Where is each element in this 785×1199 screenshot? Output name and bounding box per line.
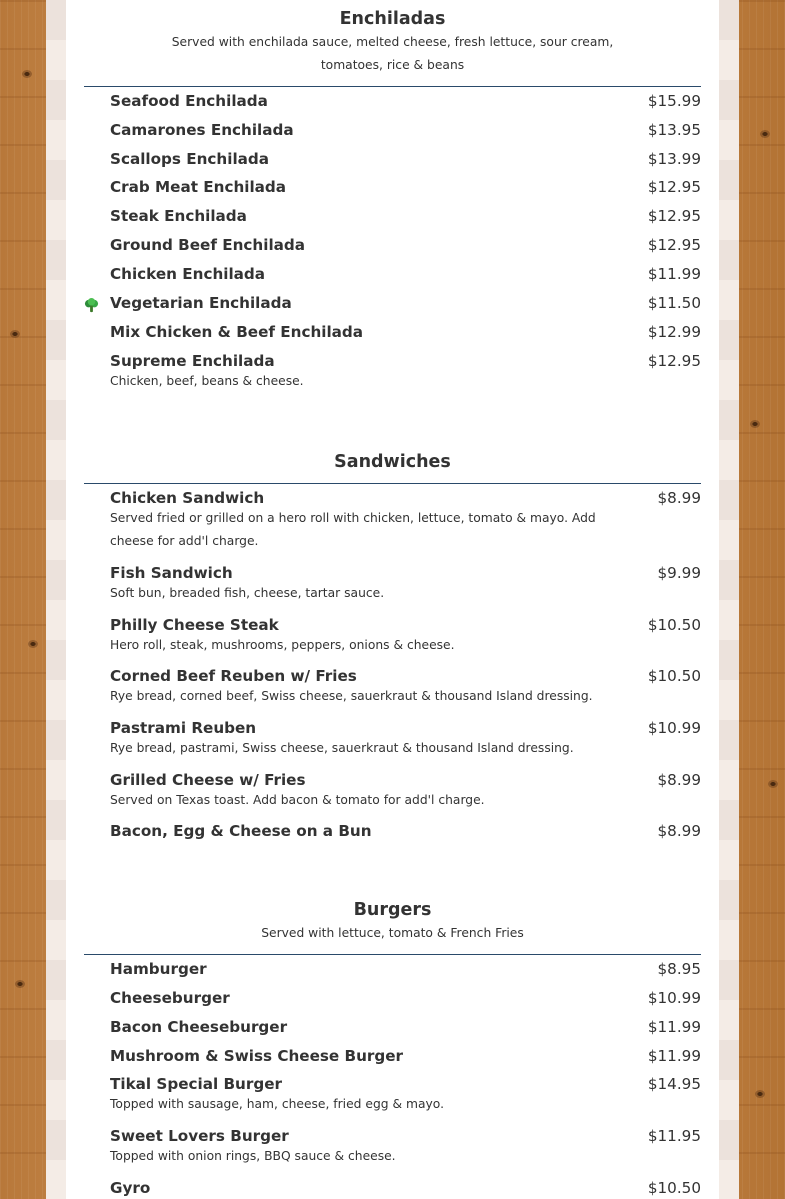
item-name: Mushroom & Swiss Cheese Burger	[110, 1047, 404, 1065]
item-price: $8.99	[657, 822, 701, 840]
item-description: Topped with sausage, ham, cheese, fried egg & mayo.	[110, 1097, 444, 1111]
section-sandwiches	[84, 452, 701, 472]
item-price: $12.95	[647, 178, 701, 196]
menu-item	[84, 564, 701, 616]
section-description: Served with lettuce, tomato & French Fries	[261, 926, 524, 940]
menu-item	[84, 489, 701, 564]
item-price: $13.95	[647, 121, 701, 139]
item-price: $13.99	[647, 150, 701, 168]
item-price: $8.99	[657, 771, 701, 789]
menu-item	[84, 265, 701, 294]
item-name: Bacon, Egg & Cheese on a Bun	[110, 822, 372, 840]
item-price: $12.95	[647, 207, 701, 225]
item-price: $10.99	[647, 989, 701, 1007]
item-price: $11.95	[647, 1127, 701, 1145]
menu-item	[84, 150, 701, 178]
menu-item	[84, 92, 701, 121]
item-name: Chicken Enchilada	[110, 265, 266, 283]
menu-item	[84, 236, 701, 265]
section-title: Sandwiches	[334, 452, 451, 472]
item-price: $10.99	[647, 719, 701, 737]
menu-item	[84, 822, 701, 840]
item-price: $11.99	[647, 265, 701, 283]
item-price: $11.99	[647, 1018, 701, 1036]
item-description: Soft bun, breaded fish, cheese, tartar sauce.	[110, 586, 385, 600]
menu-item	[84, 719, 701, 771]
menu-item	[84, 352, 701, 393]
item-name: Chicken Sandwich	[110, 489, 265, 507]
item-name: Corned Beef Reuben w/ Fries	[110, 667, 357, 685]
item-name: Camarones Enchilada	[110, 121, 294, 139]
menu-item	[84, 1179, 701, 1197]
item-description: Hero roll, steak, mushrooms, peppers, onions & cheese.	[110, 638, 455, 652]
menu-item	[84, 771, 701, 822]
menu-item	[84, 667, 701, 719]
menu-item	[84, 1047, 701, 1075]
item-price: $8.95	[657, 960, 701, 978]
section-title: Burgers	[353, 900, 432, 920]
item-price: $10.50	[647, 667, 701, 685]
item-name: Grilled Cheese w/ Fries	[110, 771, 306, 789]
item-name: Supreme Enchilada	[110, 352, 275, 370]
item-price: $12.99	[647, 323, 701, 341]
item-price: $14.95	[647, 1075, 701, 1093]
section-description: Served with enchilada sauce, melted cheese, fresh lettuce, sour cream, tomatoes, rice & beans	[171, 35, 614, 72]
menu-item	[84, 323, 701, 352]
item-price: $12.95	[647, 236, 701, 254]
item-price: $12.95	[647, 352, 701, 370]
menu-item	[84, 121, 701, 150]
item-description: Rye bread, pastrami, Swiss cheese, sauerkraut & thousand Island dressing.	[110, 741, 574, 755]
item-price: $11.99	[647, 1047, 701, 1065]
item-name: Crab Meat Enchilada	[110, 178, 287, 196]
broccoli-icon	[84, 298, 99, 313]
item-name: Gyro	[110, 1179, 151, 1197]
section-burgers	[84, 900, 701, 945]
menu-item	[84, 989, 701, 1018]
item-name: Cheeseburger	[110, 989, 230, 1007]
item-name: Hamburger	[110, 960, 207, 978]
menu-item	[84, 1018, 701, 1047]
item-price: $10.50	[647, 616, 701, 634]
menu-panel	[66, 0, 719, 1199]
menu-item	[84, 1127, 701, 1179]
menu-item	[84, 1075, 701, 1127]
item-name: Bacon Cheeseburger	[110, 1018, 288, 1036]
item-description: Rye bread, corned beef, Swiss cheese, sauerkraut & thousand Island dressing.	[110, 689, 593, 703]
menu-item	[84, 207, 701, 236]
item-name: Mix Chicken & Beef Enchilada	[110, 323, 364, 341]
menu-item	[84, 178, 701, 207]
divider	[84, 86, 701, 87]
item-name: Ground Beef Enchilada	[110, 236, 306, 254]
section-enchiladas	[84, 9, 701, 77]
menu-item	[84, 294, 701, 323]
item-price: $11.50	[647, 294, 701, 312]
item-name: Steak Enchilada	[110, 207, 247, 225]
item-description: Chicken, beef, beans & cheese.	[110, 374, 304, 388]
item-name: Philly Cheese Steak	[110, 616, 279, 634]
item-price: $10.50	[647, 1179, 701, 1197]
item-price: $8.99	[657, 489, 701, 507]
section-title: Enchiladas	[339, 9, 446, 29]
item-description: Served on Texas toast. Add bacon & tomato for add'l charge.	[110, 793, 485, 807]
divider	[84, 483, 701, 484]
divider	[84, 954, 701, 955]
item-price: $9.99	[657, 564, 701, 582]
item-name: Sweet Lovers Burger	[110, 1127, 289, 1145]
item-name: Pastrami Reuben	[110, 719, 257, 737]
item-description: Served fried or grilled on a hero roll with chicken, lettuce, tomato & mayo. Add cheese for add'l charge.	[110, 511, 596, 548]
item-name: Scallops Enchilada	[110, 150, 270, 168]
menu-item	[84, 960, 701, 989]
item-name: Tikal Special Burger	[110, 1075, 283, 1093]
item-name: Fish Sandwich	[110, 564, 233, 582]
item-price: $15.99	[647, 92, 701, 110]
item-description: Topped with onion rings, BBQ sauce & cheese.	[110, 1149, 396, 1163]
menu-item	[84, 616, 701, 667]
item-name: Seafood Enchilada	[110, 92, 268, 110]
item-name: Vegetarian Enchilada	[110, 294, 292, 312]
